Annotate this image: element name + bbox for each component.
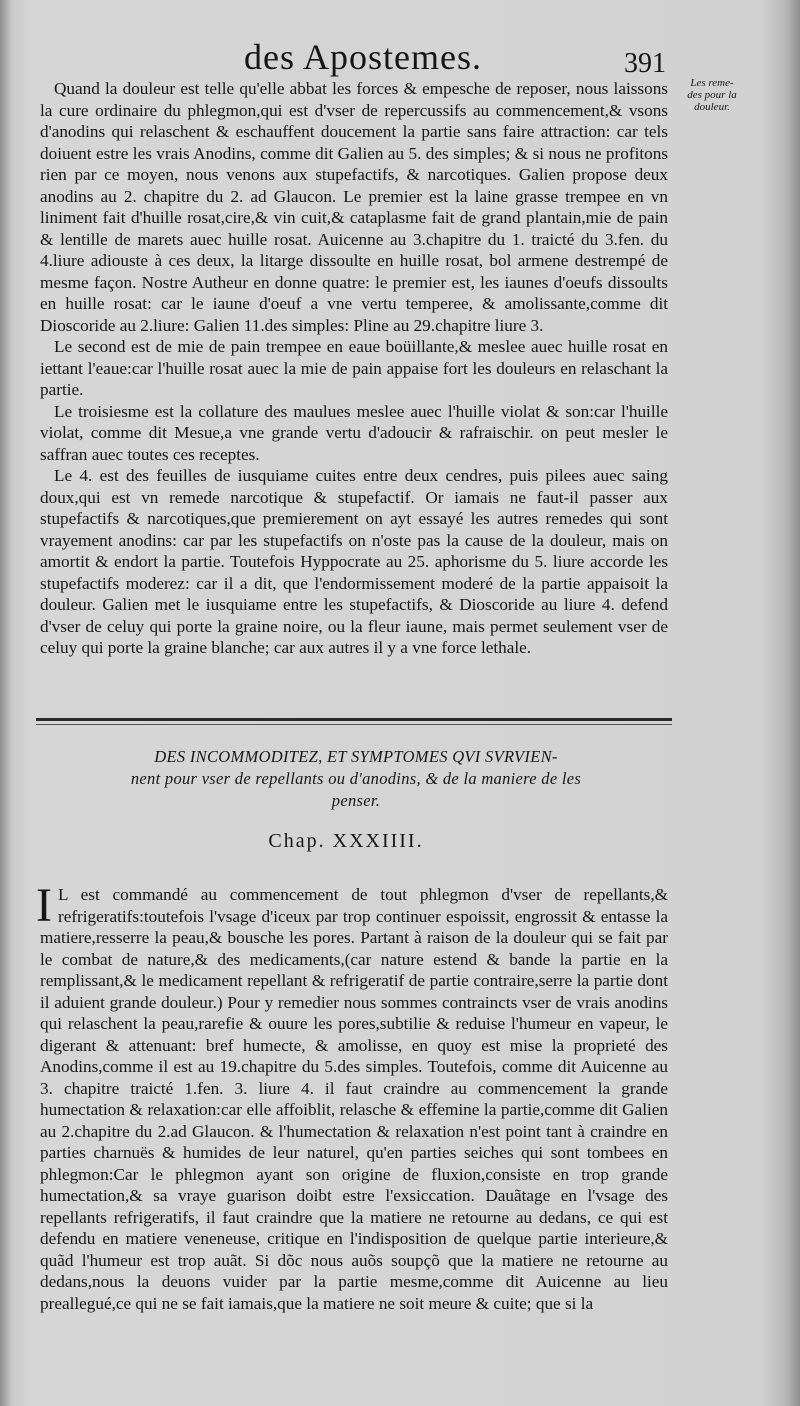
paragraph: Le 4. est des feuilles de iusquiame cuites entre deux cendres, puis pilees auec saing doux,qui est vn remede narcotique & stupefactif. Or iamais ne faut-il passer aux stupefactifs & narcotiques,que premierement on ayt essayé les autres remedes qui sont vrayement anodins: car par les stupefactifs on n'oste pas la cause de la douleur, mais on amortit & endort la partie. Toutefois Hyppocrate au 25. aphorisme du 5. liure accorde les stupefactifs moderez: car il a dit, que l'endormissement moderé de la partie appaisoit la douleur. Galien met le iusquiame entre les stupefactifs, & Dioscoride au liure 4. defend d'vser de celuy qui porte la graine noire, ou la fleur iaune, mais permet seulement vser de celuy qui porte la graine blanche; car aux autres il y a vne force lethale. [40, 466, 668, 657]
margin-note: Les reme-des pour la douleur. [687, 77, 737, 113]
section-remedies [40, 78, 668, 659]
chapter-heading [40, 746, 672, 812]
chapter-heading-line: nent pour vser de repellants ou d'anodins, & de la maniere de les [130, 769, 582, 788]
page-header [0, 36, 800, 84]
chapter-body [36, 879, 668, 1314]
paragraph [36, 879, 668, 1314]
chapter-heading-line: DES INCOMMODITEZ, ET SYMPTOMES QVI SVRVIEN- [154, 747, 558, 766]
paragraph: Le troisiesme est la collature des maulues meslee auec l'huille violat & son:car l'huille violat, comme dit Mesue,a vne grande vertu d'adoucir & rafraischir. on peut mesler le saffran auec toutes ces receptes. [40, 401, 668, 464]
page-number: 391 [624, 48, 666, 79]
paragraph: Quand la douleur est telle qu'elle abbat les forces & empesche de reposer, nous laissons la cure ordinaire du phlegmon,qui est d'vser de repercussifs au commencement,& vsons d'anodins qui relaschent & eschauffent doucement la partie sans faire attraction: car tels doiuent estre les vrais Anodins, comme dit Galien au 5. des simples; & si nous ne profitons rien par ce moyen, nous venons aux stupefactifs, & narcotiques. Galien propose deux anodins au 2. chapitre du 2. ad Glaucon. Le premier est la laine grasse trempee en vn liniment fait d'huille rosat,cire,& vin cuit,& cataplasme fait de grand plantain,mie de pain & lentille de marets auec huille rosat. Auicenne au 3.chapitre du 1. traicté du 3.fen. du 4.liure adiouste à ces deux, la litarge dissoulte en huille rosat, bol armene destrempé de mesme façon. Nostre Autheur en donne quatre: le premier est, les iaunes d'oeufs dissoults en huille rosat: car le iaune d'oeuf a vne vertu temperee, & amolissante,comme dit Dioscoride au 2.liure: Galien 11.des simples: Pline au 29.chapitre liure 3. [40, 79, 668, 335]
paragraph-text: L est commandé au commencement de tout phlegmon d'vser de repellants,& refrigeratifs:toutefois l'vsage d'iceux par trop continuer espoissit, engrossit & entasse la matiere,resserre la peau,& bousche les pores. Partant à raison de la douleur qui se fait par le combat de nature,& des medicaments,(car nature estend & bande la partie en la remplissant,& le medicament repellant & refrigeratif de partie contraire,serre la partie dont il aduient grande douleur.) Pour y remedier nous sommes contraincts vser de vrais anodins qui relaschent la peau,rarefie & ouure les pores,subtilie & reduise l'humeur en vapeur, le digerant & attenuant: bref humecte, & amolisse, en quoy est mise la proprieté des Anodins,comme il est au 19.chapitre du 5.des simples. Toutefois, comme dit Auicenne au 3. chapitre traicté 1.fen. 3. liure 4. il faut craindre au commencement la grande humectation & relaxation:car elle affoiblit, relasche & effemine la partie,comme dit Galien au 2.chapitre du 2.ad Glaucon. & l'humectation & relaxation n'est point tant à craindre en parties charnuës & humides de leur naturel, qu'en parties seiches qui sont tombees en phlegmon:Car le phlegmon ayant son origine de fluxion,consiste en trop grande humectation,& sa vraye guarison doibt estre l'exsiccation. Dauãtage en l'vsage des repellants refrigeratifs, il faut craindre que la matiere ne retourne au dedans, ce qui est defendu en matiere veneneuse, critique en l'indisposition de quelque partie interieure,& quãd l'humeur est trop auãt. Si dõc nous auõs soupçõ que la matiere ne retourne au dedans,nous la deuons vuider par la partie mesme,comme dit Auicenne au lieu preallegué,ce qui ne se fait iamais,que la matiere ne soit meure & cuite; que si la [40, 885, 668, 1313]
paragraph: Le second est de mie de pain trempee en eaue boüillante,& meslee auec huille rosat en iettant l'eaue:car l'huille rosat auec la mie de pain appaise fort les douleurs en relaschant la partie. [40, 337, 668, 399]
drop-cap: I [36, 879, 52, 932]
running-title: des Apostemes. [244, 37, 482, 77]
section-divider-thin [36, 724, 672, 725]
chapter-number: Chap. XXXIIII. [268, 830, 424, 852]
section-divider [36, 718, 672, 721]
chapter-heading-line: penser. [331, 791, 381, 810]
